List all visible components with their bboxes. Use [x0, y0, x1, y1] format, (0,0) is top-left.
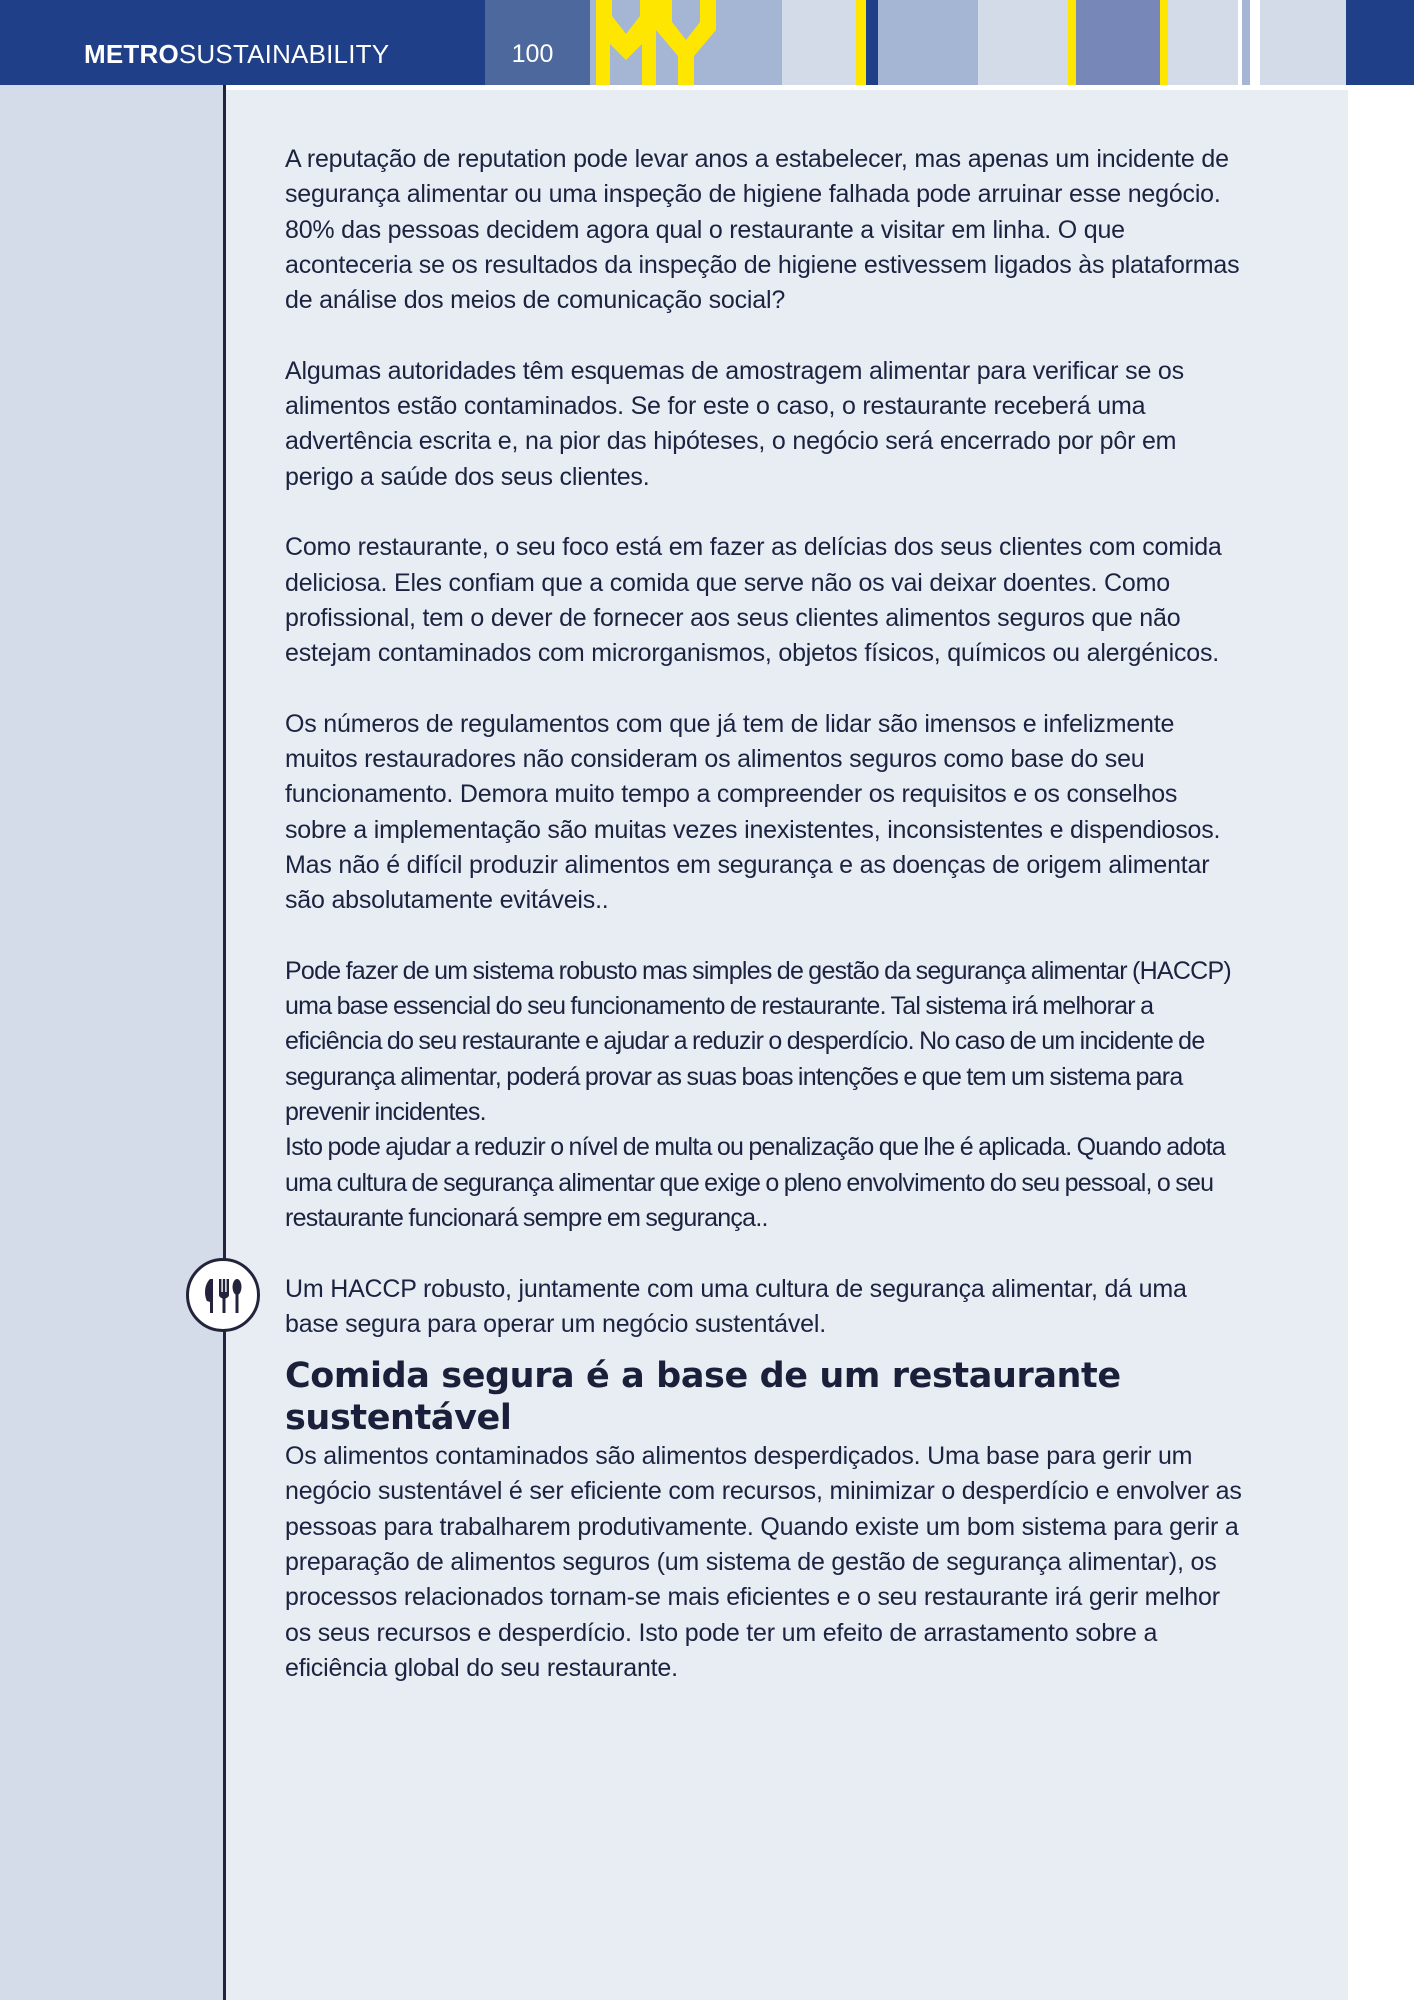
- header-stripe: [580, 0, 590, 85]
- paragraph: Algumas autoridades têm esquemas de amostragem alimentar para verificar se os alimentos estão contaminados. Se for este o caso, o restaurante receberá uma advertência escrita e, na pior das hipóteses, o negócio será encerrado por pôr em perigo a saúde dos seus clientes.: [285, 356, 1184, 491]
- header-stripe: [978, 0, 1068, 85]
- brand-regular: SUSTAINABILITY: [178, 39, 390, 69]
- page-header: [0, 0, 1414, 85]
- header-stripe: [866, 0, 878, 85]
- header-stripe: [1076, 0, 1160, 85]
- section-heading: Comida segura é a base de um restaurante sustentável: [285, 1356, 1121, 1439]
- brand-logo: [84, 0, 389, 85]
- paragraph: Um HACCP robusto, juntamente com uma cultura de segurança alimentar, dá uma base segura para operar um negócio sustentável.: [285, 1274, 1187, 1338]
- paragraph: Pode fazer de um sistema robusto mas simples de gestão da segurança alimentar (HACCP) uma base essencial do seu funcionamento de restaurante. Tal sistema irá melhorar a eficiência do seu restaurante e ajudar a reduzir o desperdício. No caso de um incidente de segurança alimentar, poderá provar as suas boas intenções e que tem um sistema para prevenir incidentes.: [285, 956, 1231, 1127]
- my-graphic-mark: [590, 0, 720, 85]
- header-stripe: [720, 0, 782, 85]
- section-paragraph: Os alimentos contaminados são alimentos desperdiçados. Uma base para gerir um negócio sustentável é ser eficiente com recursos, minimizar o desperdício e envolver as pessoas para trabalharem produtivamente. Quando existe um bom sistema para gerir a preparação de alimentos seguros (um sistema de gestão de segurança alimentar), os processos relacionados tornam-se mais eficientes e o seu restaurante irá gerir melhor os seus recursos e desperdício. Isto pode ter um efeito de arrastamento sobre a eficiência global do seu restaurante.: [285, 1442, 1242, 1682]
- paragraph: Os números de regulamentos com que já tem de lidar são imensos e infelizmente muitos restauradores não consideram os alimentos seguros como base do seu funcionamento. Demora muito tempo a compreender os requisitos e os conselhos sobre a implementação são muitas vezes inexistentes, inconsistentes e dispendiosos. Mas não é difícil produzir alimentos em segurança e as doenças de origem alimentar são absolutamente evitáveis..: [285, 709, 1221, 915]
- paragraph: Isto pode ajudar a reduzir o nível de multa ou penalização que lhe é aplicada. Quando adota uma cultura de segurança alimentar que exige o pleno envolvimento do seu pessoal, o seu restaurante funcionará sempre em segurança..: [285, 1133, 1226, 1232]
- header-stripe: [1068, 0, 1076, 85]
- cutlery-icon: [186, 1258, 260, 1332]
- header-stripe: [1242, 0, 1250, 85]
- paragraph: A reputação de reputation pode levar anos a estabelecer, mas apenas um incidente de segurança alimentar ou uma inspeção de higiene falhada pode arruinar esse negócio. 80% das pessoas decidem agora qual o restaurante a visitar em linha. O que aconteceria se os resultados da inspeção de higiene estivessem ligados às plataformas de análise dos meios de comunicação social?: [285, 145, 1240, 315]
- header-stripe: [1260, 0, 1346, 85]
- header-stripe: [782, 0, 856, 85]
- left-margin-column: [0, 85, 224, 2000]
- header-stripe: [878, 0, 978, 85]
- header-stripe: [1168, 0, 1238, 85]
- header-stripe: [1346, 0, 1414, 85]
- header-stripe: [856, 0, 866, 85]
- header-stripe: [1160, 0, 1168, 85]
- article-body: [285, 142, 1245, 1686]
- brand-bold: METRO: [84, 39, 179, 69]
- header-stripe: [1250, 0, 1260, 85]
- page-number: 100: [485, 0, 580, 85]
- paragraph: Como restaurante, o seu foco está em fazer as delícias dos seus clientes com comida deliciosa. Eles confiam que a comida que serve não os vai deixar doentes. Como profissional, tem o dever de fornecer aos seus clientes alimentos seguros que não estejam contaminados com microrganismos, objetos físicos, químicos ou alergénicos.: [285, 533, 1222, 668]
